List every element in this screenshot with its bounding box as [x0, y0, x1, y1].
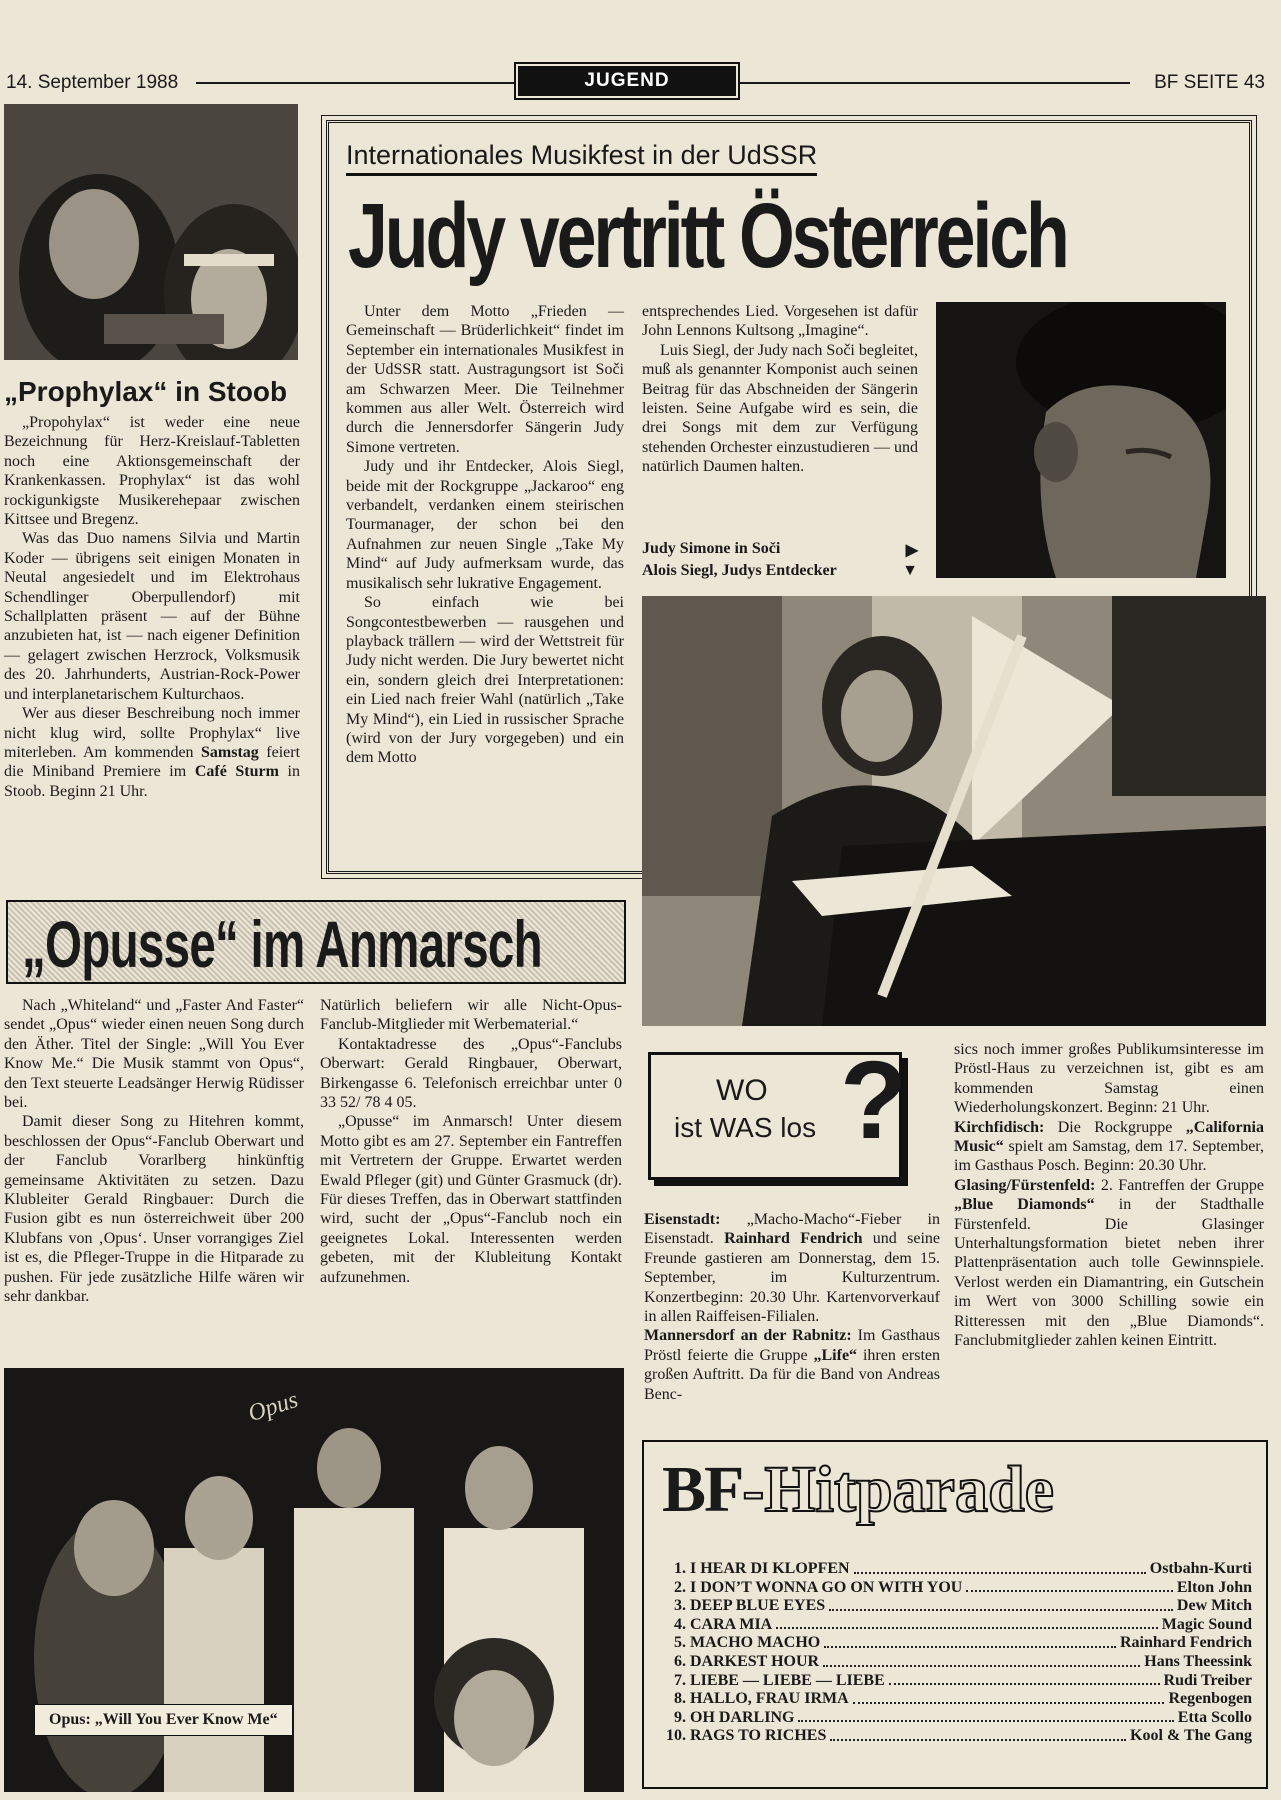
prophylax-body — [4, 413, 300, 801]
photo-alois-siegl-piano — [642, 596, 1266, 1026]
hitparade-song-title: I DON’T WONNA GO ON WITH YOU — [690, 1578, 963, 1596]
hitparade-leader-dots — [798, 1709, 1173, 1723]
header-rule-left — [196, 82, 516, 84]
hitparade-entry — [662, 1560, 1252, 1579]
event-entry: Kirchfidisch: Die Rockgruppe „California Music“ spielt am Samstag, dem 17. September, im Gasthaus Posch. Beginn: 20.30 Uhr. — [954, 1118, 1264, 1175]
hitparade-artist: Dew Mitch — [1176, 1597, 1252, 1615]
hitparade-artist: Hans Theessink — [1144, 1652, 1252, 1670]
caption-alois-text: Alois Siegl, Judys Entdecker — [642, 562, 837, 579]
opusse-column-1 — [4, 996, 304, 1307]
wo-column-2 — [954, 1040, 1264, 1351]
wo-column-1 — [644, 1210, 940, 1404]
hitparade-rank: 1. — [674, 1560, 686, 1577]
prophylax-paragraph: Was das Duo namens Silvia und Martin Koder — übrigens seit einigen Monaten in Neutal angesiedelt und im Elektrohaus Schendlinger Oberpullendorf) mit Schallplatten präsent — auf der Bühne anzubieten hat, ist — nach eigener Definition — gelagert zwischen Herzrock, Volksmusik des 20. Jahrhunderts, Austrian-Rock-Power und interplanetarischem Kulturchaos. — [4, 530, 300, 703]
issue-date: 14. September 1988 — [6, 72, 179, 93]
hitparade-leader-dots — [853, 1690, 1165, 1704]
event-entry: Glasing/Fürstenfeld: 2. Fantreffen der Gruppe „Blue Diamonds“ in der Stadthalle Fürstenfeld. Die Glasinger Unterhaltungsformation bietet neben ihrer Plattenpräsentation auch tolle Gewinnspiele. Verlost werden ein Diamantring, ein Gutschein im Wert von 3000 Schilling sowie ein Ritteressen mit den „Blue Diamonds“. Fanclubmitglieder zahlen keinen Eintritt. — [954, 1176, 1265, 1350]
hitparade-rank: 8. — [674, 1690, 686, 1708]
caption-alois — [642, 562, 918, 580]
hitparade-entry — [662, 1672, 1252, 1691]
photo-alois-siegl-piano-drawing — [642, 596, 1266, 1026]
page-number: BF SEITE 43 — [1154, 72, 1265, 93]
hitparade-entry — [662, 1634, 1252, 1653]
hitparade-rank: 5. — [674, 1634, 686, 1652]
judy-column-2 — [642, 302, 918, 477]
hitparade-artist: Etta Scollo — [1177, 1708, 1252, 1726]
judy-paragraph: Luis Siegl, der Judy nach Soči begleitet, muß als genannter Komponist auch seinen Beitrag für das Abschneiden der Sängerin leisten. Seine Aufgabe wird es sein, die drei Songs mit dem zur Verfügung stehenden Orchester einzustudieren — und natürlich Daumen halten. — [642, 341, 918, 476]
hitparade-entry — [662, 1690, 1252, 1709]
hitparade-song-title: I HEAR DI KLOPFEN — [690, 1560, 850, 1577]
hitparade-entry — [662, 1653, 1252, 1672]
hitparade-artist: Regenbogen — [1168, 1690, 1252, 1708]
event-entry: Mannersdorf an der Rabnitz: Im Gasthaus Pröstl feierte die Gruppe „Life“ ihren ersten großen Auftritt. Da für die Band von Andreas Benc- — [644, 1327, 941, 1403]
hitparade-song-title: RAGS TO RICHES — [690, 1727, 827, 1745]
hitparade-entry — [662, 1727, 1252, 1746]
hitparade-artist: Magic Sound — [1161, 1615, 1252, 1633]
hitparade-rank: 6. — [674, 1652, 686, 1670]
hitparade-rank: 2. — [674, 1578, 686, 1596]
hitparade-leader-dots — [824, 1634, 1116, 1648]
hitparade-artist: Elton John — [1176, 1578, 1252, 1596]
hitparade-entry — [662, 1597, 1252, 1616]
photo-judy-simone-drawing — [936, 302, 1226, 578]
hitparade-entry — [662, 1579, 1252, 1598]
hitparade-title-rest: -Hitparade — [742, 1453, 1054, 1526]
event-entry: sics noch immer großes Publikumsinteresse im Pröstl-Haus zu verzeichnen ist, gibt es am kommenden Samstag einen Wiederholungskonzert. Beginn: 21 Uhr. — [954, 1041, 1264, 1117]
prophylax-title: „Prophylax“ in Stoob — [4, 376, 288, 407]
judy-paragraph: Unter dem Motto „Frieden — Gemeinschaft — Brüderlichkeit“ findet im September ein internationales Musikfest in der UdSSR statt. Austragungsort ist Soči am Schwarzen Meer. Die Teilnehmer kommen aus aller Welt. Österreich wird durch die Jennersdorfer Sängerin Judy Simone vertreten. — [346, 303, 624, 456]
judy-paragraph: entsprechendes Lied. Vorgesehen ist dafür John Lennons Kultsong „Imagine“. — [642, 303, 918, 340]
opusse-column-2 — [320, 996, 622, 1287]
hitparade-leader-dots — [776, 1616, 1158, 1630]
prophylax-paragraph: „Propohylax“ ist weder eine neue Bezeichnung für Herz-Kreislauf-Tabletten noch eine Aktionsgemeinschaft der Krankenkassen. Prophylax“ ist das wohl rockigunkigste Musikerehepaar zwischen Kittsee und Bregenz. — [4, 414, 300, 529]
wo-line2: ist WAS los — [674, 1112, 817, 1143]
photo-prophylax-duo-drawing — [4, 104, 298, 360]
hitparade-entry — [662, 1616, 1252, 1635]
hitparade-artist: Rainhard Fendrich — [1119, 1634, 1252, 1652]
arrow-down-icon: ▼ — [902, 562, 918, 579]
opusse-paragraph: Nach „Whiteland“ und „Faster And Faster“ sendet „Opus“ wieder einen neuen Song durch den Äther. Titel der Single: „Will You Ever Know Me.“ Die Musik stammt von Opus“, den Text steuerte Leadsänger Herwig Rüdisser bei. — [4, 997, 304, 1112]
photo-judy-simone — [936, 302, 1226, 578]
hitparade-rank: 10. — [666, 1727, 686, 1745]
hitparade-rank: 4. — [674, 1615, 686, 1633]
hitparade-song-title: DARKEST HOUR — [690, 1652, 820, 1670]
caption-judy — [642, 540, 918, 560]
judy-headline: Judy vertritt Österreich — [348, 185, 1067, 287]
event-entry: Eisenstadt: „Macho-Macho“-Fieber in Eisenstadt. Rainhard Fendrich und seine Freunde gastieren am Donnerstag, dem 15. September, im Kulturzentrum. Konzertbeginn: 20.30 Uhr. Kartenvorverkauf in allen Raiffeisen-Filialen. — [644, 1211, 941, 1326]
photo-prophylax-duo — [4, 104, 298, 360]
opusse-paragraph: Kontaktadresse des „Opus“-Fanclubs Oberwart: Gerald Ringbauer, Oberwart, Birkengasse 6. Telefonisch erreichbar unter 0 33 52/ 78 4 05. — [320, 1035, 622, 1112]
opus-logo: Opus — [245, 1386, 302, 1428]
hitparade-song-title: OH DARLING — [690, 1708, 795, 1726]
hitparade-song-title: HALLO, FRAU IRMA — [690, 1690, 849, 1708]
judy-column-1 — [346, 302, 624, 768]
prophylax-paragraph: Wer aus dieser Beschreibung noch immer nicht klug wird, sollte Prophylax“ live miterleben. Am kommenden Samstag feiert die Miniband Premiere im Café Sturm in Stoob. Beginn 21 Uhr. — [4, 705, 301, 800]
hitparade-song-title: CARA MIA — [690, 1615, 773, 1633]
hitparade-song-title: MACHO MACHO — [690, 1634, 821, 1652]
hitparade-song-title: LIEBE — LIEBE — LIEBE — [690, 1671, 885, 1689]
caption-judy-text: Judy Simone in Soči — [642, 540, 781, 557]
hitparade-rank: 3. — [674, 1597, 686, 1615]
judy-kicker: Internationales Musikfest in der UdSSR — [346, 140, 817, 176]
arrow-right-icon: ▶ — [905, 542, 918, 559]
hitparade-title-bf: BF — [662, 1453, 743, 1526]
hitparade-song-title: DEEP BLUE EYES — [690, 1597, 826, 1615]
hitparade-artist: Ostbahn-Kurti — [1149, 1560, 1252, 1577]
question-mark-icon: ? — [840, 1039, 908, 1162]
header-rule-right — [740, 82, 1130, 84]
hitparade-artist: Rudi Treiber — [1163, 1671, 1252, 1689]
hitparade-rank: 9. — [674, 1708, 686, 1726]
wo-line1: WO — [716, 1074, 768, 1107]
hitparade-list — [662, 1560, 1252, 1746]
hitparade-leader-dots — [854, 1560, 1146, 1574]
judy-paragraph: Judy und ihr Entdecker, Alois Siegl, beide mit der Rockgruppe „Jackaroo“ eng verbandelt, verdanken einem steirischen Tourmanager, der schon bei den Aufnahmen zur neuen Single „Take My Mind“ auf Judy aufmerksam wurde, das musikalisch sehr lukrative Engagement. — [346, 458, 624, 592]
hitparade-entry — [662, 1709, 1252, 1728]
opusse-title: „Opusse“ im Anmarsch — [22, 907, 542, 981]
judy-paragraph: So einfach wie bei Songcontestbewerben — rausgehen und playback trällern — wird der Wettstreit für Judy nicht werden. Die Jury bewertet nicht ein, sondern gleich drei Interpretationen: ein Lied nach freier Wahl (natürlich „Take My Mind“), ein Lied in russischer Sprache (wird von der Jury vorgegeben) und ein dem Motto — [346, 594, 624, 767]
opusse-paragraph: Damit dieser Song zu Hitehren kommt, beschlossen der Opus“-Fanclub Oberwart und der Fanclub Vorarlberg hinkünftig gemeinsame Aktivitäten zu setzen. Dazu Klubleiter Gerald Ringbauer: Durch die Fusion gibt es nun österreichweit über 200 Klubfans von ‚Opus‘. Unser vorrangiges Ziel ist es, die Pfleger-Truppe in die Hitparade zu pushen. Für jede zusätzliche Hilfe wären wir sehr dankbar. — [4, 1113, 304, 1306]
hitparade-leader-dots — [829, 1597, 1173, 1611]
hitparade-leader-dots — [830, 1727, 1126, 1741]
hitparade-leader-dots — [889, 1672, 1160, 1686]
hitparade-leader-dots — [966, 1579, 1173, 1593]
opus-photo-caption: Opus: „Will You Ever Know Me“ — [34, 1704, 293, 1736]
hitparade-leader-dots — [823, 1653, 1140, 1667]
hitparade-title — [662, 1452, 1054, 1528]
hitparade-artist: Kool & The Gang — [1130, 1727, 1252, 1745]
hitparade-rank: 7. — [674, 1671, 686, 1689]
opusse-paragraph: Natürlich beliefern wir alle Nicht-Opus-Fanclub-Mitglieder mit Werbematerial.“ — [320, 997, 622, 1034]
opusse-paragraph: „Opusse“ im Anmarsch! Unter diesem Motto gibt es am 27. September ein Fantreffen mit Vertretern der Gruppe. Erwartet werden Ewald Pfleger (git) und Günter Grasmuck (dr). Für dieses Treffen, das in Oberwart stattfinden wird, sucht der „Opus“-Fanclub noch ein geeignetes Lokal. Interessenten werden gebeten, mit der Klubleitung Kontakt aufzunehmen. — [320, 1113, 622, 1286]
section-label: JUGEND — [518, 66, 736, 96]
